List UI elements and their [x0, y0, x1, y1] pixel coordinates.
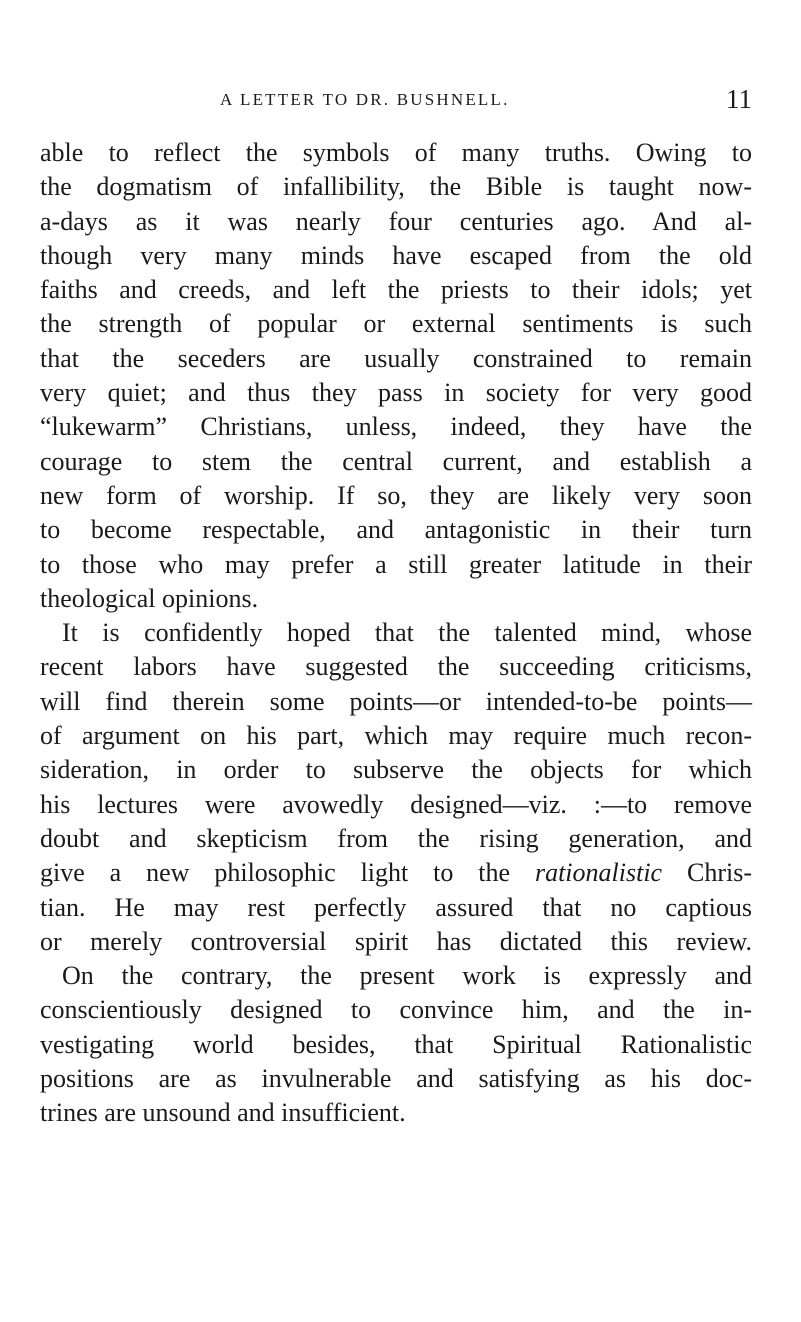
- text-line: his lectures were avowedly designed—viz. :—to remove: [40, 789, 752, 819]
- running-head: [40, 84, 752, 114]
- text-segment: give a new philosophic light to the: [40, 858, 535, 888]
- text-line: though very many minds have escaped from the old: [40, 240, 752, 270]
- text-line: theological opinions.: [40, 583, 259, 613]
- text-line: the strength of popular or external sentiments is such: [40, 309, 752, 339]
- italic-word: rationalistic: [534, 858, 663, 888]
- text-line: recent labors have suggested the succeeding criticisms,: [40, 652, 752, 682]
- text-line: or merely controversial spirit has dictated this review.: [40, 926, 752, 956]
- text-line: that the seceders are usually constrained to remain: [40, 343, 752, 373]
- text-line: conscientiously designed to convince him, and the in-: [40, 995, 752, 1025]
- text-line: a-days as it was nearly four centuries ago. And al-: [40, 206, 752, 236]
- text-line: vestigating world besides, that Spiritual Rationalistic: [40, 1029, 752, 1059]
- body-text: [40, 136, 752, 1131]
- text-line: courage to stem the central current, and establish a: [40, 446, 752, 476]
- text-line: [40, 856, 752, 890]
- text-line: It is confidently hoped that the talented mind, whose: [62, 618, 752, 648]
- text-line: On the contrary, the present work is expressly and: [62, 961, 752, 991]
- text-line: trines are unsound and insufficient.: [40, 1098, 406, 1128]
- running-title: A LETTER TO DR. BUSHNELL.: [220, 90, 510, 109]
- text-line: sideration, in order to subserve the objects for which: [40, 755, 752, 785]
- page-number: 11: [726, 84, 752, 114]
- text-line: able to reflect the symbols of many truths. Owing to: [40, 138, 752, 167]
- text-line: of argument on his part, which may require much recon-: [40, 721, 752, 751]
- text-line: will find therein some points—or intended-to-be points—: [40, 686, 752, 716]
- text-line: “lukewarm” Christians, unless, indeed, they have the: [40, 412, 752, 442]
- text-line: the dogmatism of infallibility, the Bible is taught now-: [40, 172, 752, 202]
- text-line: to become respectable, and antagonistic in their turn: [40, 515, 752, 545]
- text-segment: Chris-: [662, 858, 753, 888]
- text-line: new form of worship. If so, they are likely very soon: [40, 480, 752, 510]
- text-line: tian. He may rest perfectly assured that no captious: [40, 892, 752, 922]
- text-line: very quiet; and thus they pass in society for very good: [40, 378, 752, 408]
- text-line: to those who may prefer a still greater latitude in their: [40, 549, 752, 579]
- text-line: positions are as invulnerable and satisfying as his doc-: [40, 1064, 752, 1094]
- text-line: faiths and creeds, and left the priests to their idols; yet: [40, 275, 752, 305]
- text-line: doubt and skepticism from the rising generation, and: [40, 823, 752, 853]
